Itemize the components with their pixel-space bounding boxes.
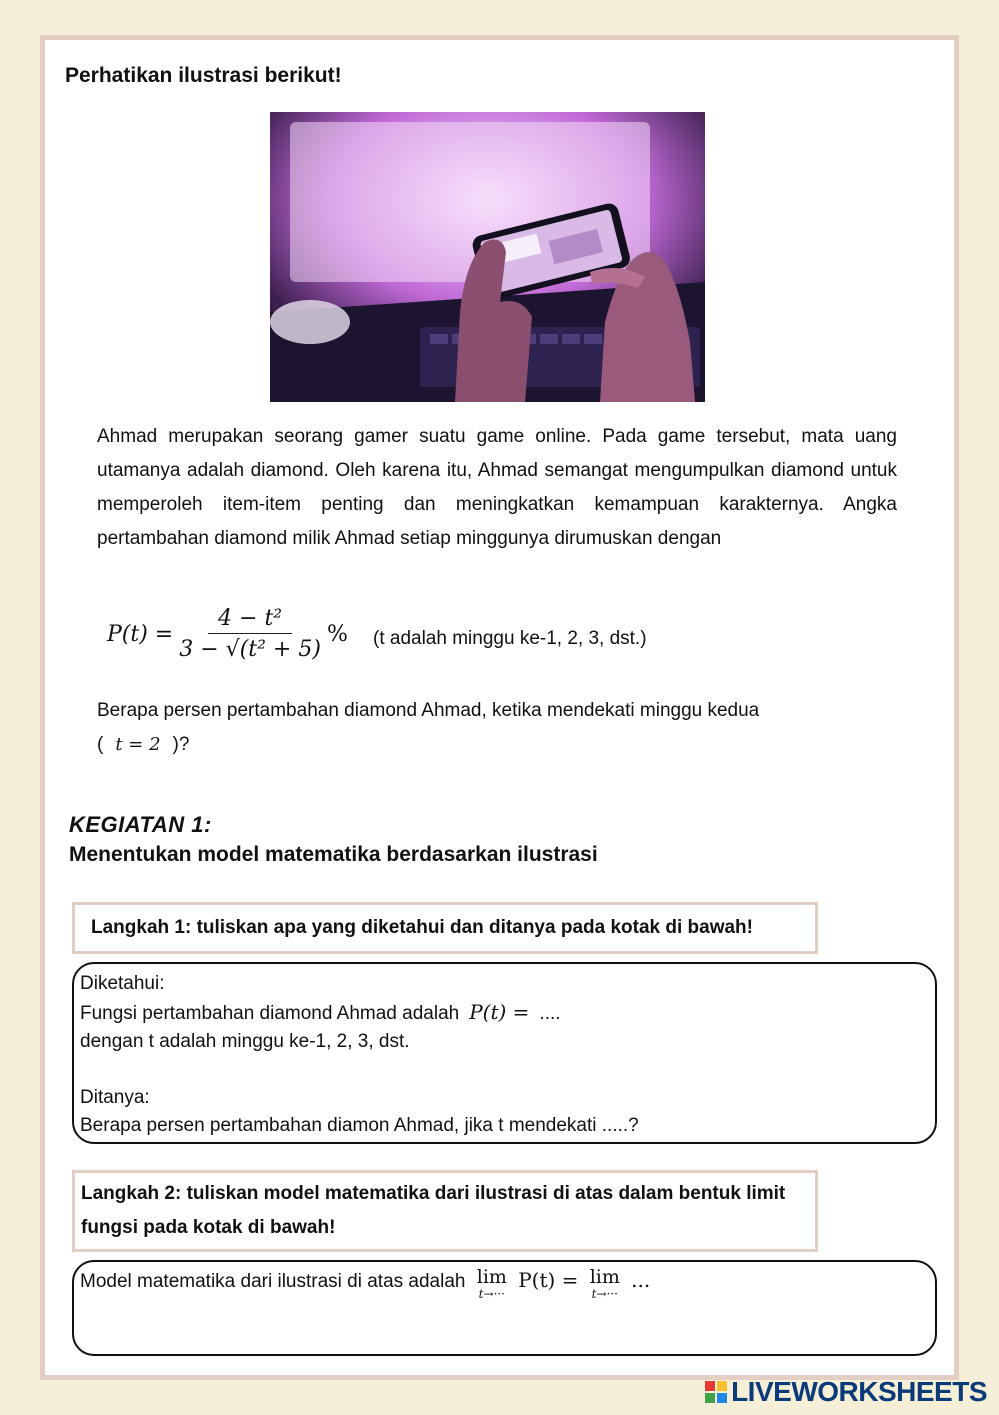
limit-middle: P(t) = [518, 1268, 579, 1292]
formula-numerator: 4 − t² [208, 606, 292, 634]
asked-line[interactable]: Berapa persen pertambahan diamon Ahmad, jika t mendekati .....? [80, 1115, 639, 1136]
diamond-growth-formula [107, 606, 348, 662]
known-label: Diketahui: [80, 973, 165, 994]
known-domain-line: dengan t adalah minggu ke-1, 2, 3, dst. [80, 1031, 410, 1052]
step1-instruction: Langkah 1: tuliskan apa yang diketahui dan ditanya pada kotak di bawah! [72, 902, 818, 954]
limit-left [477, 1266, 507, 1300]
limit-tail[interactable]: ... [631, 1268, 651, 1292]
limit-right-sub[interactable]: t→··· [591, 1287, 618, 1301]
limit-right [590, 1266, 620, 1300]
activity-title: KEGIATAN 1: [69, 812, 212, 837]
formula-fraction [179, 606, 321, 662]
formula-percent: % [326, 621, 348, 647]
page-heading: Perhatikan ilustrasi berikut! [65, 64, 342, 87]
question-text [97, 694, 897, 762]
model-prefix: Model matematika dari ilustrasi di atas adalah [80, 1271, 466, 1292]
logo-square-red [705, 1381, 715, 1391]
activity-subtitle: Menentukan model matematika berdasarkan ilustrasi [69, 843, 598, 866]
formula-denominator: 3 − √(t² + 5) [179, 637, 321, 662]
worksheet-page [40, 35, 959, 1380]
step1-answer-box [72, 962, 937, 1144]
formula-lhs: P(t) = [107, 621, 174, 647]
logo-square-yellow [717, 1381, 727, 1391]
known-function-math: P(t) = [469, 1000, 530, 1024]
liveworksheets-icon [705, 1381, 727, 1403]
step2-instruction: Langkah 2: tuliskan model matematika dari ilustrasi di atas dalam bentuk limit fungsi pada kotak di bawah! [72, 1170, 818, 1252]
limit-right-word: lim [589, 1266, 620, 1288]
limit-left-word: lim [476, 1266, 507, 1288]
asked-label: Ditanya: [80, 1087, 150, 1108]
gaming-illustration [270, 112, 705, 402]
question-body: Berapa persen pertambahan diamond Ahmad, ketika mendekati minggu kedua [97, 700, 760, 721]
known-function-line [80, 998, 929, 1028]
liveworksheets-logo[interactable] [705, 1376, 987, 1408]
limit-left-sub[interactable]: t→··· [478, 1287, 505, 1301]
logo-square-green [705, 1393, 715, 1403]
story-paragraph: Ahmad merupakan seorang gamer suatu game online. Pada game tersebut, mata uang utamanya adalah diamond. Oleh karena itu, Ahmad semangat mengumpulkan diamond untuk memperoleh item-item penting dan meningkatkan kemampuan karakternya. Angka pertambahan diamond milik Ahmad setiap minggunya dirumuskan dengan [97, 426, 897, 549]
brand-name: LIVEWORKSHEETS [731, 1376, 987, 1407]
formula-note: (t adalah minggu ke-1, 2, 3, dst.) [373, 628, 647, 649]
known-function-blank[interactable]: .... [539, 1003, 561, 1024]
step2-answer-box [72, 1260, 937, 1356]
question-math: t = 2 [115, 734, 161, 755]
known-function-text: Fungsi pertambahan diamond Ahmad adalah [80, 1003, 460, 1024]
logo-square-blue [717, 1393, 727, 1403]
question-open-paren: ( [97, 734, 104, 755]
question-close: )? [172, 734, 190, 755]
gaming-photo [270, 112, 705, 402]
